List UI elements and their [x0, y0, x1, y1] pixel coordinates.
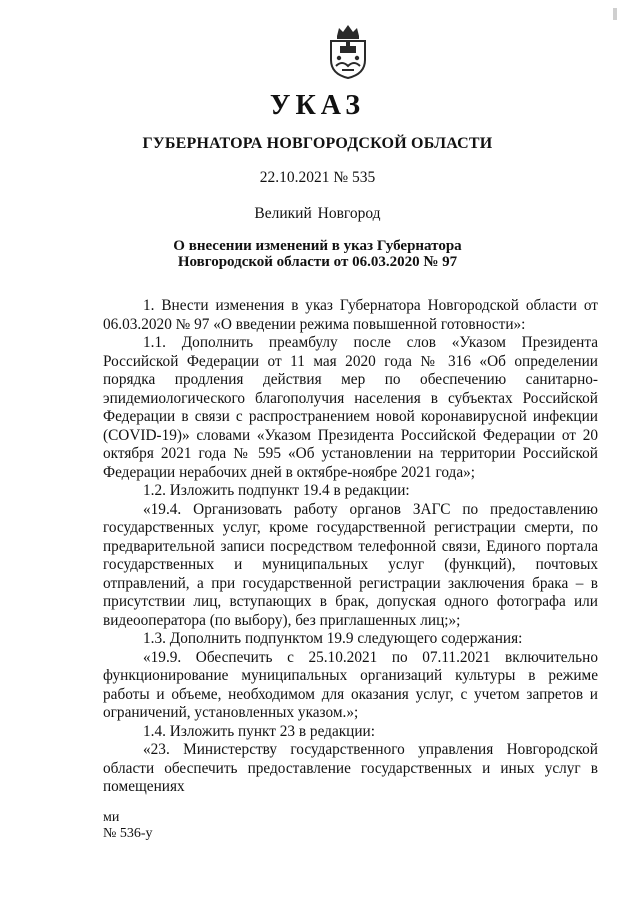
paragraph: 1.3. Дополнить подпунктом 19.9 следующего содержания:	[143, 630, 523, 647]
paragraph: «19.4. Организовать работу органов ЗАГС по предоставлению государственных услуг, кроме государственной регистрации смерти, по предварительной записи посредством телефонной связи, Единого портала государственных и муниципальных услуг (функций), почтовых отправлений, а при государственной регистрации заключения брака – в присутствии лиц, вступающих в брак, допуская одного фотографа или видеооператора (по выбору), без приглашенных лиц;»;	[103, 500, 598, 629]
scan-mark	[613, 8, 617, 20]
heading-line: О внесении изменений в указ Губернатора	[173, 238, 462, 254]
paragraph: «23. Министерству государственного управления Новгородской области обеспечить предоставление государственных и иных услуг в помещениях	[103, 741, 598, 795]
document-footer	[103, 810, 153, 842]
paragraph: 1.2. Изложить подпункт 19.4 в редакции:	[143, 482, 410, 499]
document-date-number: 22.10.2021 № 535	[259, 169, 376, 186]
footer-doc-number: № 536-у	[103, 826, 153, 841]
heading-line: Новгородской области от 06.03.2020 № 97	[177, 254, 458, 270]
document-subtitle: ГУБЕРНАТОРА НОВГОРОДСКОЙ ОБЛАСТИ	[142, 135, 493, 152]
paragraph: 1.4. Изложить пункт 23 в редакции:	[143, 722, 375, 740]
document-title: УКАЗ	[269, 90, 366, 121]
footer-initials: ми	[103, 810, 120, 825]
document-body	[103, 297, 598, 797]
paragraph: «19.9. Обеспечить с 25.10.2021 по 07.11.2021 включительно функционирование муниципальных организаций культуры в режиме работы и объеме, необходимом для оказания услуг, с учетом запретов и ограничений, установленных указом.»;	[103, 648, 598, 721]
paragraph: 1.1. Дополнить преамбулу после слов «Указом Президента Российской Федерации от 11 мая 2020 года № 316 «Об определении порядка продления действия мер по обеспечению санитарно-эпидемиологического благополучия населения в субъектах Российской Федерации в связи с распространением новой коронавирусной инфекции (COVID-19)» словами «Указом Президента Российской Федерации от 20 октября 2021 года № 595 «Об установлении на территории Российской Федерации нерабочих дней в октябре-ноябре 2021 года»;	[103, 334, 598, 481]
document-city: Великий Новгород	[254, 205, 381, 222]
coat-of-arms-icon	[325, 22, 371, 80]
paragraph: 1. Внести изменения в указ Губернатора Новгородской области от 06.03.2020 № 97 «О введении режима повышенной готовности»:	[103, 297, 598, 333]
document-heading	[0, 238, 635, 270]
